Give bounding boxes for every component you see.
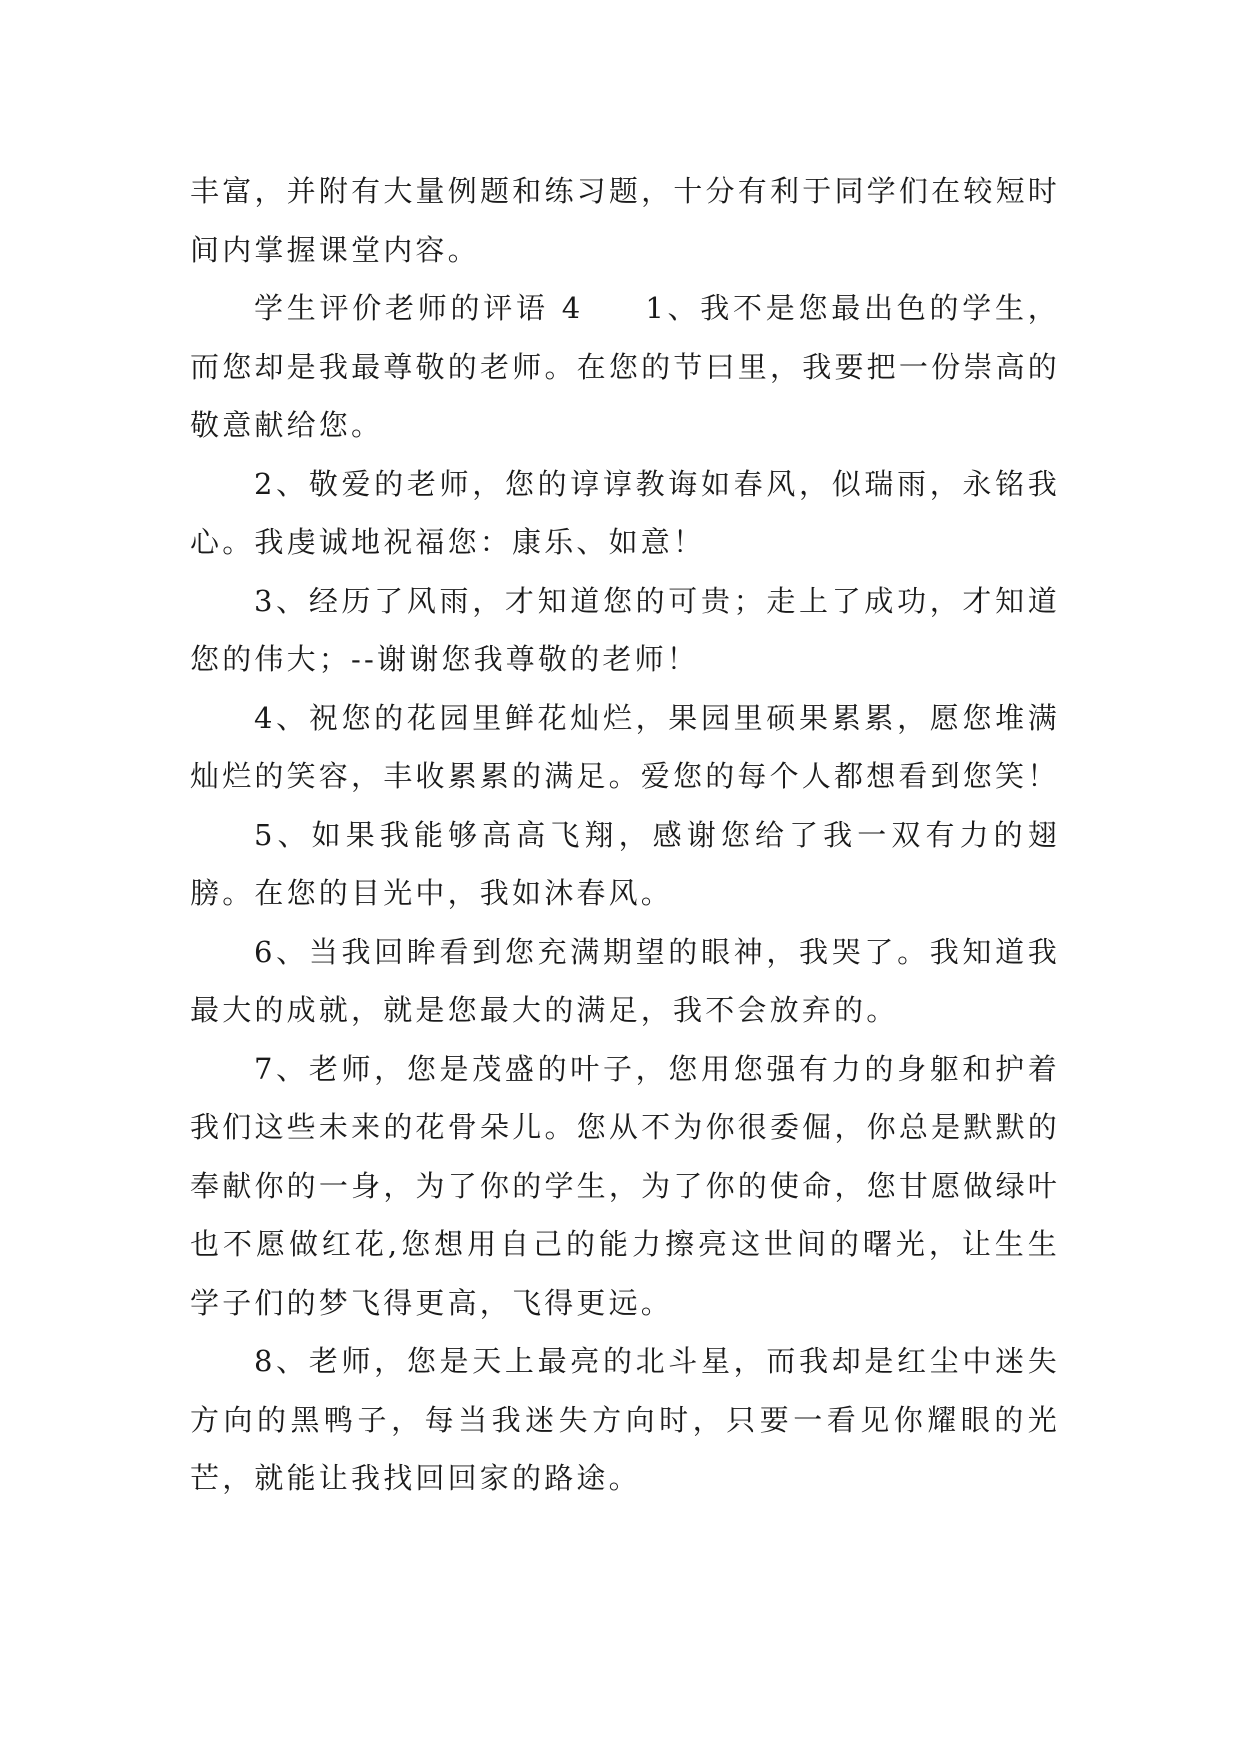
section-heading: 学生评价老师的评语 4 [254,291,584,325]
paragraph-item-5: 5、如果我能够高高飞翔，感谢您给了我一双有力的翅膀。在您的目光中，我如沐春风。 [190,817,1060,910]
paragraph-item-3: 3、经历了风雨，才知道您的可贵；走上了成功，才知道您的伟大；--谢谢您我尊敬的老师！ [190,583,1060,676]
paragraph-item-7: 7、老师，您是茂盛的叶子，您用您强有力的身躯和护着我们这些未来的花骨朵儿。您从不为你很委倔，你总是默默的奉献你的一身，为了你的学生，为了你的使命，您甘愿做绿叶也不愿做红花,您想用自己的能力擦亮这世间的曙光，让生生学子们的梦飞得更高，飞得更远。 [190,1051,1060,1320]
paragraph-continuation: 丰富，并附有大量例题和练习题，十分有利于同学们在较短时间内掌握课堂内容。 [190,174,1060,267]
paragraph-item-4: 4、祝您的花园里鲜花灿烂，果园里硕果累累，愿您堆满灿烂的笑容，丰收累累的满足。爱您的每个人都想看到您笑！ [190,700,1060,793]
document-body [190,162,1060,1508]
paragraph-item-8: 8、老师，您是天上最亮的北斗星，而我却是红尘中迷失方向的黑鸭子，每当我迷失方向时，只要一看见你耀眼的光芒，就能让我找回回家的路途。 [190,1344,1060,1495]
paragraph-item-6: 6、当我回眸看到您充满期望的眼神，我哭了。我知道我最大的成就，就是您最大的满足，我不会放弃的。 [190,934,1060,1027]
paragraph-item-1: 1、我不是您最出色的学生，而您却是我最尊敬的老师。在您的节曰里，我要把一份崇高的敬意献给您。 [190,291,1060,442]
paragraph-item-2: 2、敬爱的老师，您的谆谆教诲如春风，似瑞雨，永铭我心。我虔诚地祝福您：康乐、如意！ [190,466,1060,559]
paragraph-section-4 [190,279,1060,455]
